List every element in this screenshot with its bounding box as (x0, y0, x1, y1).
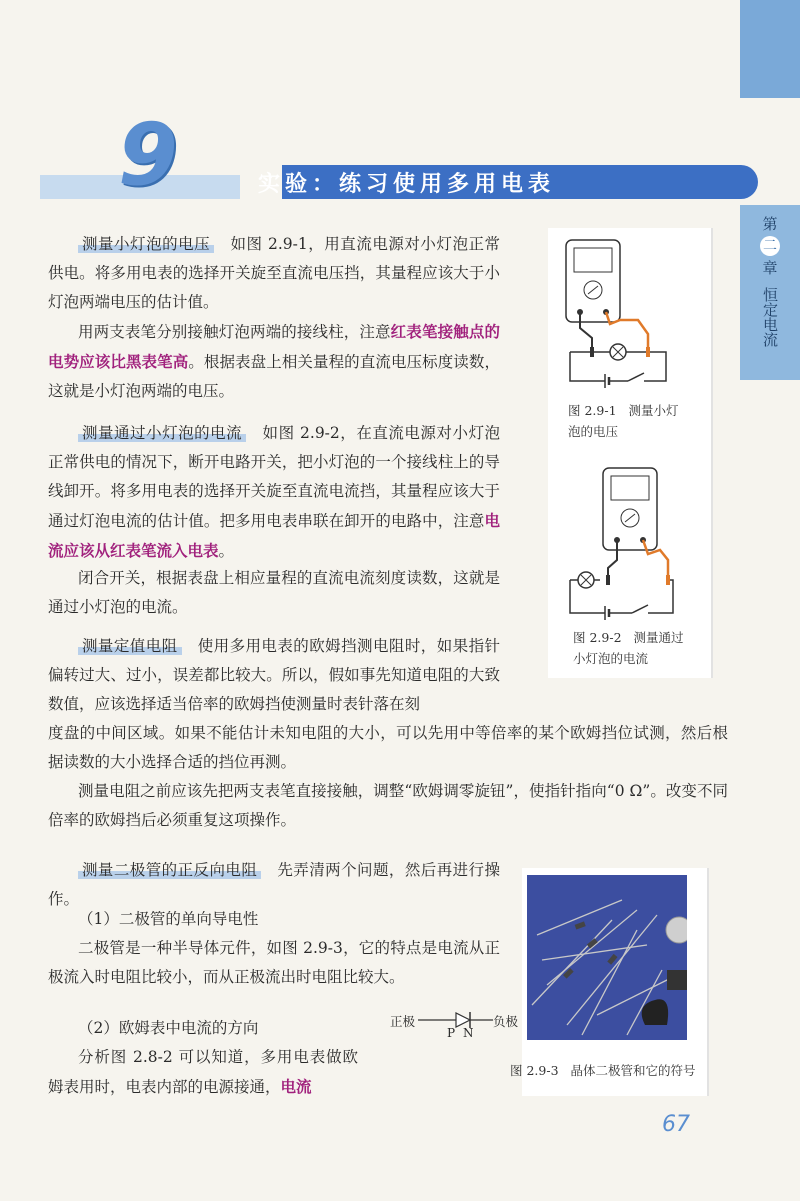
s4-item-1-text: （1）二极管的单向导电性 (78, 910, 259, 928)
figure-2-caption-line2: 小灯泡的电流 (573, 651, 649, 666)
s4-p1-text: 先弄清两个问题，然后再进行操作。 (48, 861, 500, 908)
s2-heading: 测量通过小灯泡的电流 (78, 424, 246, 442)
s1-paragraph-1 (48, 230, 500, 317)
s3-heading: 测量定值电阻 (78, 637, 182, 655)
s2-p1-emphasis: 电流应该从红表笔流入电表 (48, 511, 500, 560)
s1-p2-text-b: 。根据表盘上相关量程的直流电压标度读数，这就是小灯泡两端的电压。 (48, 353, 500, 400)
s4-item-2-text: （2）欧姆表中电流的方向 (78, 1019, 259, 1037)
s1-heading: 测量小灯泡的电压 (78, 235, 214, 253)
chapter-title: 恒定电流 (761, 287, 779, 347)
figure-1-caption (568, 400, 688, 442)
chapter-number: 二 (760, 236, 780, 256)
section-number: 9 (118, 105, 178, 205)
s3-paragraph-2 (48, 777, 728, 835)
s3-paragraph-1b (48, 719, 728, 777)
s1-p1-text: 如图 2.9-1，用直流电源对小灯泡正常供电。将多用电表的选择开关旋至直流电压挡，其量程应该大于小灯泡两端电压的估计值。 (48, 235, 500, 311)
figure-2-label: 图 2.9-2 (573, 630, 622, 645)
s4-paragraph-2 (48, 934, 500, 992)
multimeter-1 (566, 240, 620, 322)
diode-negative-label: 负极 (493, 1014, 519, 1029)
s2-paragraph-1 (48, 419, 500, 566)
page-number: 67 (662, 1112, 690, 1137)
s1-paragraph-2 (48, 317, 500, 406)
diode-p-label: P (447, 1026, 456, 1040)
figure-1-caption-line2: 泡的电压 (568, 424, 619, 439)
s4-p3-text: 分析图 2.8-2 可以知道，多用电表做欧姆表用时，电表内部的电源接通， (48, 1048, 358, 1096)
diode-positive-label: 正极 (390, 1014, 416, 1029)
chapter-tab-top (740, 0, 800, 98)
s4-heading: 测量二极管的正反向电阻 (78, 861, 261, 879)
s2-p2-text: 闭合开关，根据表盘上相应量程的直流电流刻度读数，这就是通过小灯泡的电流。 (48, 569, 500, 616)
figure-1-label: 图 2.9-1 (568, 403, 617, 418)
circuit-1 (570, 344, 666, 388)
section-title: 实验：练习使用多用电表 (258, 172, 556, 197)
circuit-figures (548, 228, 711, 678)
figure-3-label: 图 2.9-3 (510, 1063, 559, 1078)
s3-paragraph-1a (48, 632, 500, 719)
s4-p3-emphasis: 电流 (280, 1077, 312, 1096)
chapter-prefix: 第 (762, 215, 778, 233)
s2-paragraph-2 (48, 564, 500, 622)
s4-p2-text: 二极管是一种半导体元件，如图 2.9-3，它的特点是电流从正极流入时电阻比较小，而从正极流出时电阻比较大。 (48, 939, 500, 986)
figure-1-caption-line1: 测量小灯 (628, 403, 679, 418)
chapter-suffix: 章 (762, 259, 778, 277)
figure-2-caption (573, 627, 693, 669)
s1-p2-text-a: 用两支表笔分别接触灯泡两端的接线柱，注意 (78, 323, 391, 341)
diode-n-label: N (463, 1026, 474, 1040)
s3-p1-text-a: 使用多用电表的欧姆挡测电阻时，如果指针偏转过大、过小，误差都比较大。所以，假如事先知道电阻的大致数值，应该选择适当倍率的欧姆挡使测量时表针落在刻 (48, 637, 500, 713)
s4-item-2 (78, 1014, 378, 1043)
diode-photo (527, 875, 687, 1040)
s3-p1-text-b: 度盘的中间区域。如果不能估计未知电阻的大小，可以先用中等倍率的某个欧姆挡位试测，然后根据读数的大小选择合适的挡位再测。 (48, 724, 728, 771)
figure-3-caption (510, 1060, 710, 1081)
figure-3-caption-text: 晶体二极管和它的符号 (570, 1063, 696, 1078)
s1-p2-emphasis: 红表笔接触点的电势应该比黑表笔高 (48, 322, 500, 371)
s4-item-1 (78, 905, 498, 934)
s2-p1-text-b: 。 (218, 542, 235, 560)
s4-paragraph-3 (48, 1043, 358, 1102)
multimeter-2 (603, 468, 668, 580)
chapter-tab (740, 205, 800, 380)
s3-p2-text: 测量电阻之前应该先把两支表笔直接接触，调整“欧姆调零旋钮”，使指针指向“0 Ω”。改变不同倍率的欧姆挡后必须重复这项操作。 (48, 782, 728, 829)
circuit-2 (570, 572, 673, 620)
s2-p1-text-a: 如图 2.9-2，在直流电源对小灯泡正常供电的情况下，断开电路开关，把小灯泡的一个接线柱上的导线卸开。将多用电表的选择开关旋至直流电流挡，其量程应该大于通过灯泡电流的估计值。把多用电表串联在卸开的电路中，注意 (48, 424, 500, 530)
figure-2-caption-line1: 测量通过 (633, 630, 684, 645)
